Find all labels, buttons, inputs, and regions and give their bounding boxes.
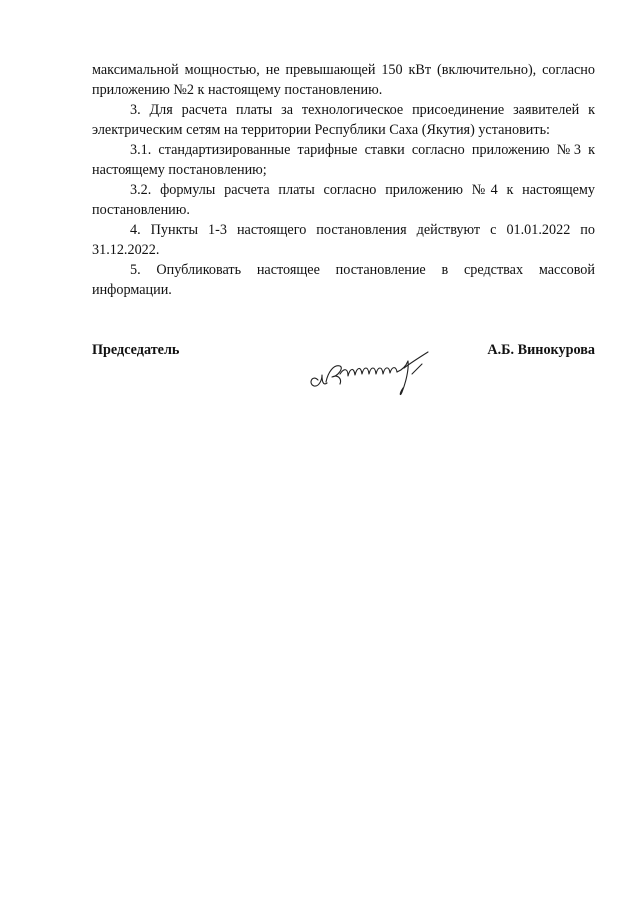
paragraph-item-4: 4. Пункты 1-3 настоящего постановления действуют с 01.01.2022 по 31.12.2022. [92,222,595,258]
paragraph-continuation: максимальной мощностью, не превышающей 150 кВт (включительно), согласно приложению №2 к настоящему постановлению. [92,62,595,98]
paragraph-item-3-2: 3.2. формулы расчета платы согласно приложению №4 к настоящему постановлению. [92,182,595,218]
signer-name: А.Б. Винокурова [487,342,595,358]
handwritten-signature [304,344,444,402]
paragraph-item-5: 5. Опубликовать настоящее постановление в средствах массовой информации. [92,262,595,298]
signer-title: Председатель [92,342,180,358]
paragraph-item-3: 3. Для расчета платы за технологическое присоединение заявителей к электрическим сетям на территории Республики Саха (Якутия) установить: [92,102,595,138]
document-body [92,60,595,300]
signature-block [92,340,595,400]
paragraph-item-3-1: 3.1. стандартизированные тарифные ставки согласно приложению №3 к настоящему постановлению; [92,142,595,178]
